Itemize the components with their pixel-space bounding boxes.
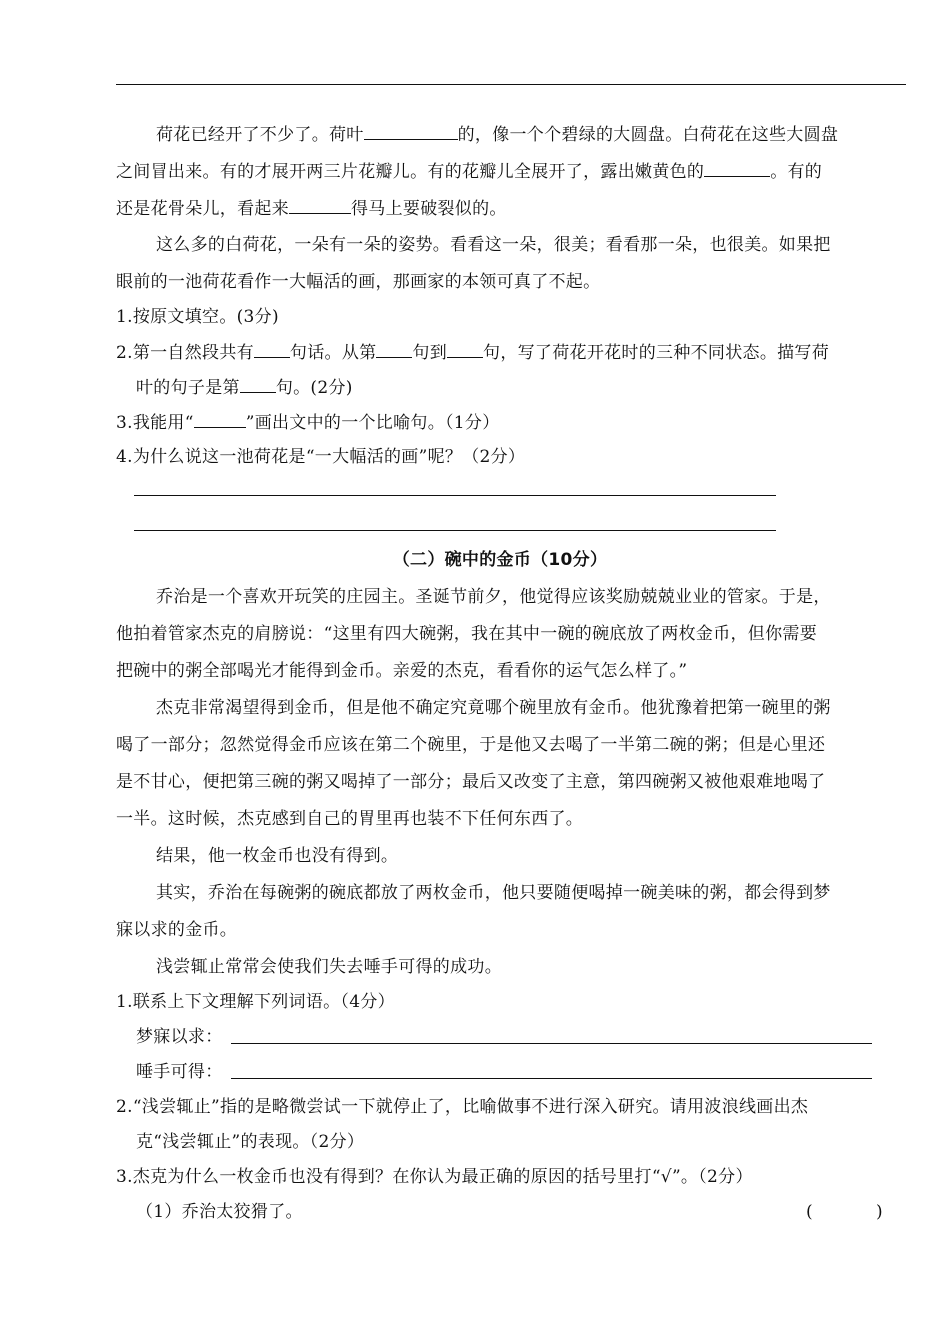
text: 叶的句子是第: [136, 378, 240, 398]
passage1-line1: [156, 122, 838, 147]
section2-p2-line1: 杰克非常渴望得到金币，但是他不确定究竟哪个碗里放有金币。他犹豫着把第一碗里的粥: [156, 698, 831, 718]
text: 的，像一个个碧绿的大圆盘。白荷花在这些大圆盘: [457, 125, 839, 145]
passage1-p2-line2: 眼前的一池荷花看作一大幅活的画，那画家的本领可真了不起。: [116, 272, 601, 292]
text: 之间冒出来。有的才展开两三片花瓣儿。有的花瓣儿全展开了，露出嫩黄色的: [116, 162, 705, 182]
question-4: 4.为什么说这一池荷花是“一大幅活的画”呢？（2分）: [116, 447, 526, 467]
section2-p2-line2: 喝了一部分；忽然觉得金币应该在第二个碗里，于是他又去喝了一半第二碗的粥；但是心里还: [116, 735, 826, 755]
passage1-line2: [116, 159, 822, 184]
fill-blank-3[interactable]: [289, 196, 351, 214]
question2-2-line1: 2.“浅尝辄止”指的是略微尝试一下就停止了，比喻做事不进行深入研究。请用波浪线画出杰: [116, 1097, 809, 1117]
section2-p2-line3: 是不甘心，便把第三碗的粥又喝掉了一部分；最后又改变了主意，第四碗粥又被他艰难地喝了: [116, 772, 826, 792]
top-rule: [116, 84, 906, 85]
question2-3: 3.杰克为什么一枚金币也没有得到？在你认为最正确的原因的括号里打“√”。（2分）: [116, 1167, 753, 1187]
text: 还是花骨朵儿，看起来: [116, 199, 289, 219]
fill-blank-q2-3[interactable]: [447, 340, 483, 358]
section2-p1-line3: 把碗中的粥全部喝光才能得到金币。亲爱的杰克，看看你的运气怎么样了。”: [116, 661, 688, 681]
section2-p4-line1: 其实，乔治在每碗粥的碗底都放了两枚金币，他只要随便喝掉一碗美味的粥，都会得到梦: [156, 883, 831, 903]
option-1-paren-close[interactable]: ): [876, 1202, 883, 1222]
section2-p3: 结果，他一枚金币也没有得到。: [156, 846, 399, 866]
option-1: （1）乔治太狡猾了。: [136, 1202, 303, 1222]
fill-blank-q2-2[interactable]: [376, 340, 412, 358]
section2-p4-line2: 寐以求的金币。: [116, 920, 238, 940]
word-2-answer-line[interactable]: [231, 1078, 872, 1079]
question-3: [116, 410, 500, 435]
question2-1: 1.联系上下文理解下列词语。（4分）: [116, 992, 395, 1012]
section-title: （二）碗中的金币（10分）: [392, 550, 608, 570]
word-1-label: 梦寐以求：: [136, 1027, 223, 1047]
option-1-paren-open[interactable]: (: [806, 1202, 813, 1222]
fill-blank-q3[interactable]: [194, 410, 246, 428]
text: 句。(2分): [275, 378, 353, 398]
passage1-p2-line1: 这么多的白荷花，一朵有一朵的姿势。看看这一朵，很美；看看那一朵，也很美。如果把: [156, 235, 831, 255]
fill-blank-q2-1[interactable]: [254, 340, 290, 358]
text: 句到: [412, 343, 448, 363]
text: 句话。从第: [289, 343, 377, 363]
section2-p1-line1: 乔治是一个喜欢开玩笑的庄园主。圣诞节前夕，他觉得应该奖励兢兢业业的管家。于是，: [156, 587, 831, 607]
word-1-answer-line[interactable]: [231, 1043, 872, 1044]
passage1-line3: [116, 196, 507, 221]
question-2-cont: [136, 375, 353, 400]
text: 得马上要破裂似的。: [351, 199, 507, 219]
answer-line-2[interactable]: [134, 530, 776, 531]
text: ”画出文中的一个比喻句。（1分）: [245, 413, 500, 433]
section2-p2-line4: 一半。这时候，杰克感到自己的胃里再也装不下任何东西了。: [116, 809, 584, 829]
fill-blank-q2-4[interactable]: [240, 375, 276, 393]
text: 句，写了荷花开花时的三种不同状态。描写荷: [483, 343, 830, 363]
text: 。有的: [770, 162, 823, 182]
section2-p1-line2: 他拍着管家杰克的肩膀说：“这里有四大碗粥，我在其中一碗的碗底放了两枚金币，但你需要: [116, 624, 817, 644]
answer-line-1[interactable]: [134, 495, 776, 496]
text: 荷花已经开了不少了。荷叶: [156, 125, 364, 145]
text: 3.我能用“: [116, 413, 194, 433]
section2-p5: 浅尝辄止常常会使我们失去唾手可得的成功。: [156, 957, 502, 977]
question-2: [116, 340, 829, 365]
fill-blank-2[interactable]: [704, 159, 770, 177]
word-2-label: 唾手可得：: [136, 1062, 223, 1082]
question2-2-line2: 克“浅尝辄止”的表现。（2分）: [136, 1132, 365, 1152]
fill-blank-1[interactable]: [364, 122, 458, 140]
text: 2.第一自然段共有: [116, 343, 254, 363]
question-1: 1.按原文填空。(3分): [116, 307, 279, 327]
